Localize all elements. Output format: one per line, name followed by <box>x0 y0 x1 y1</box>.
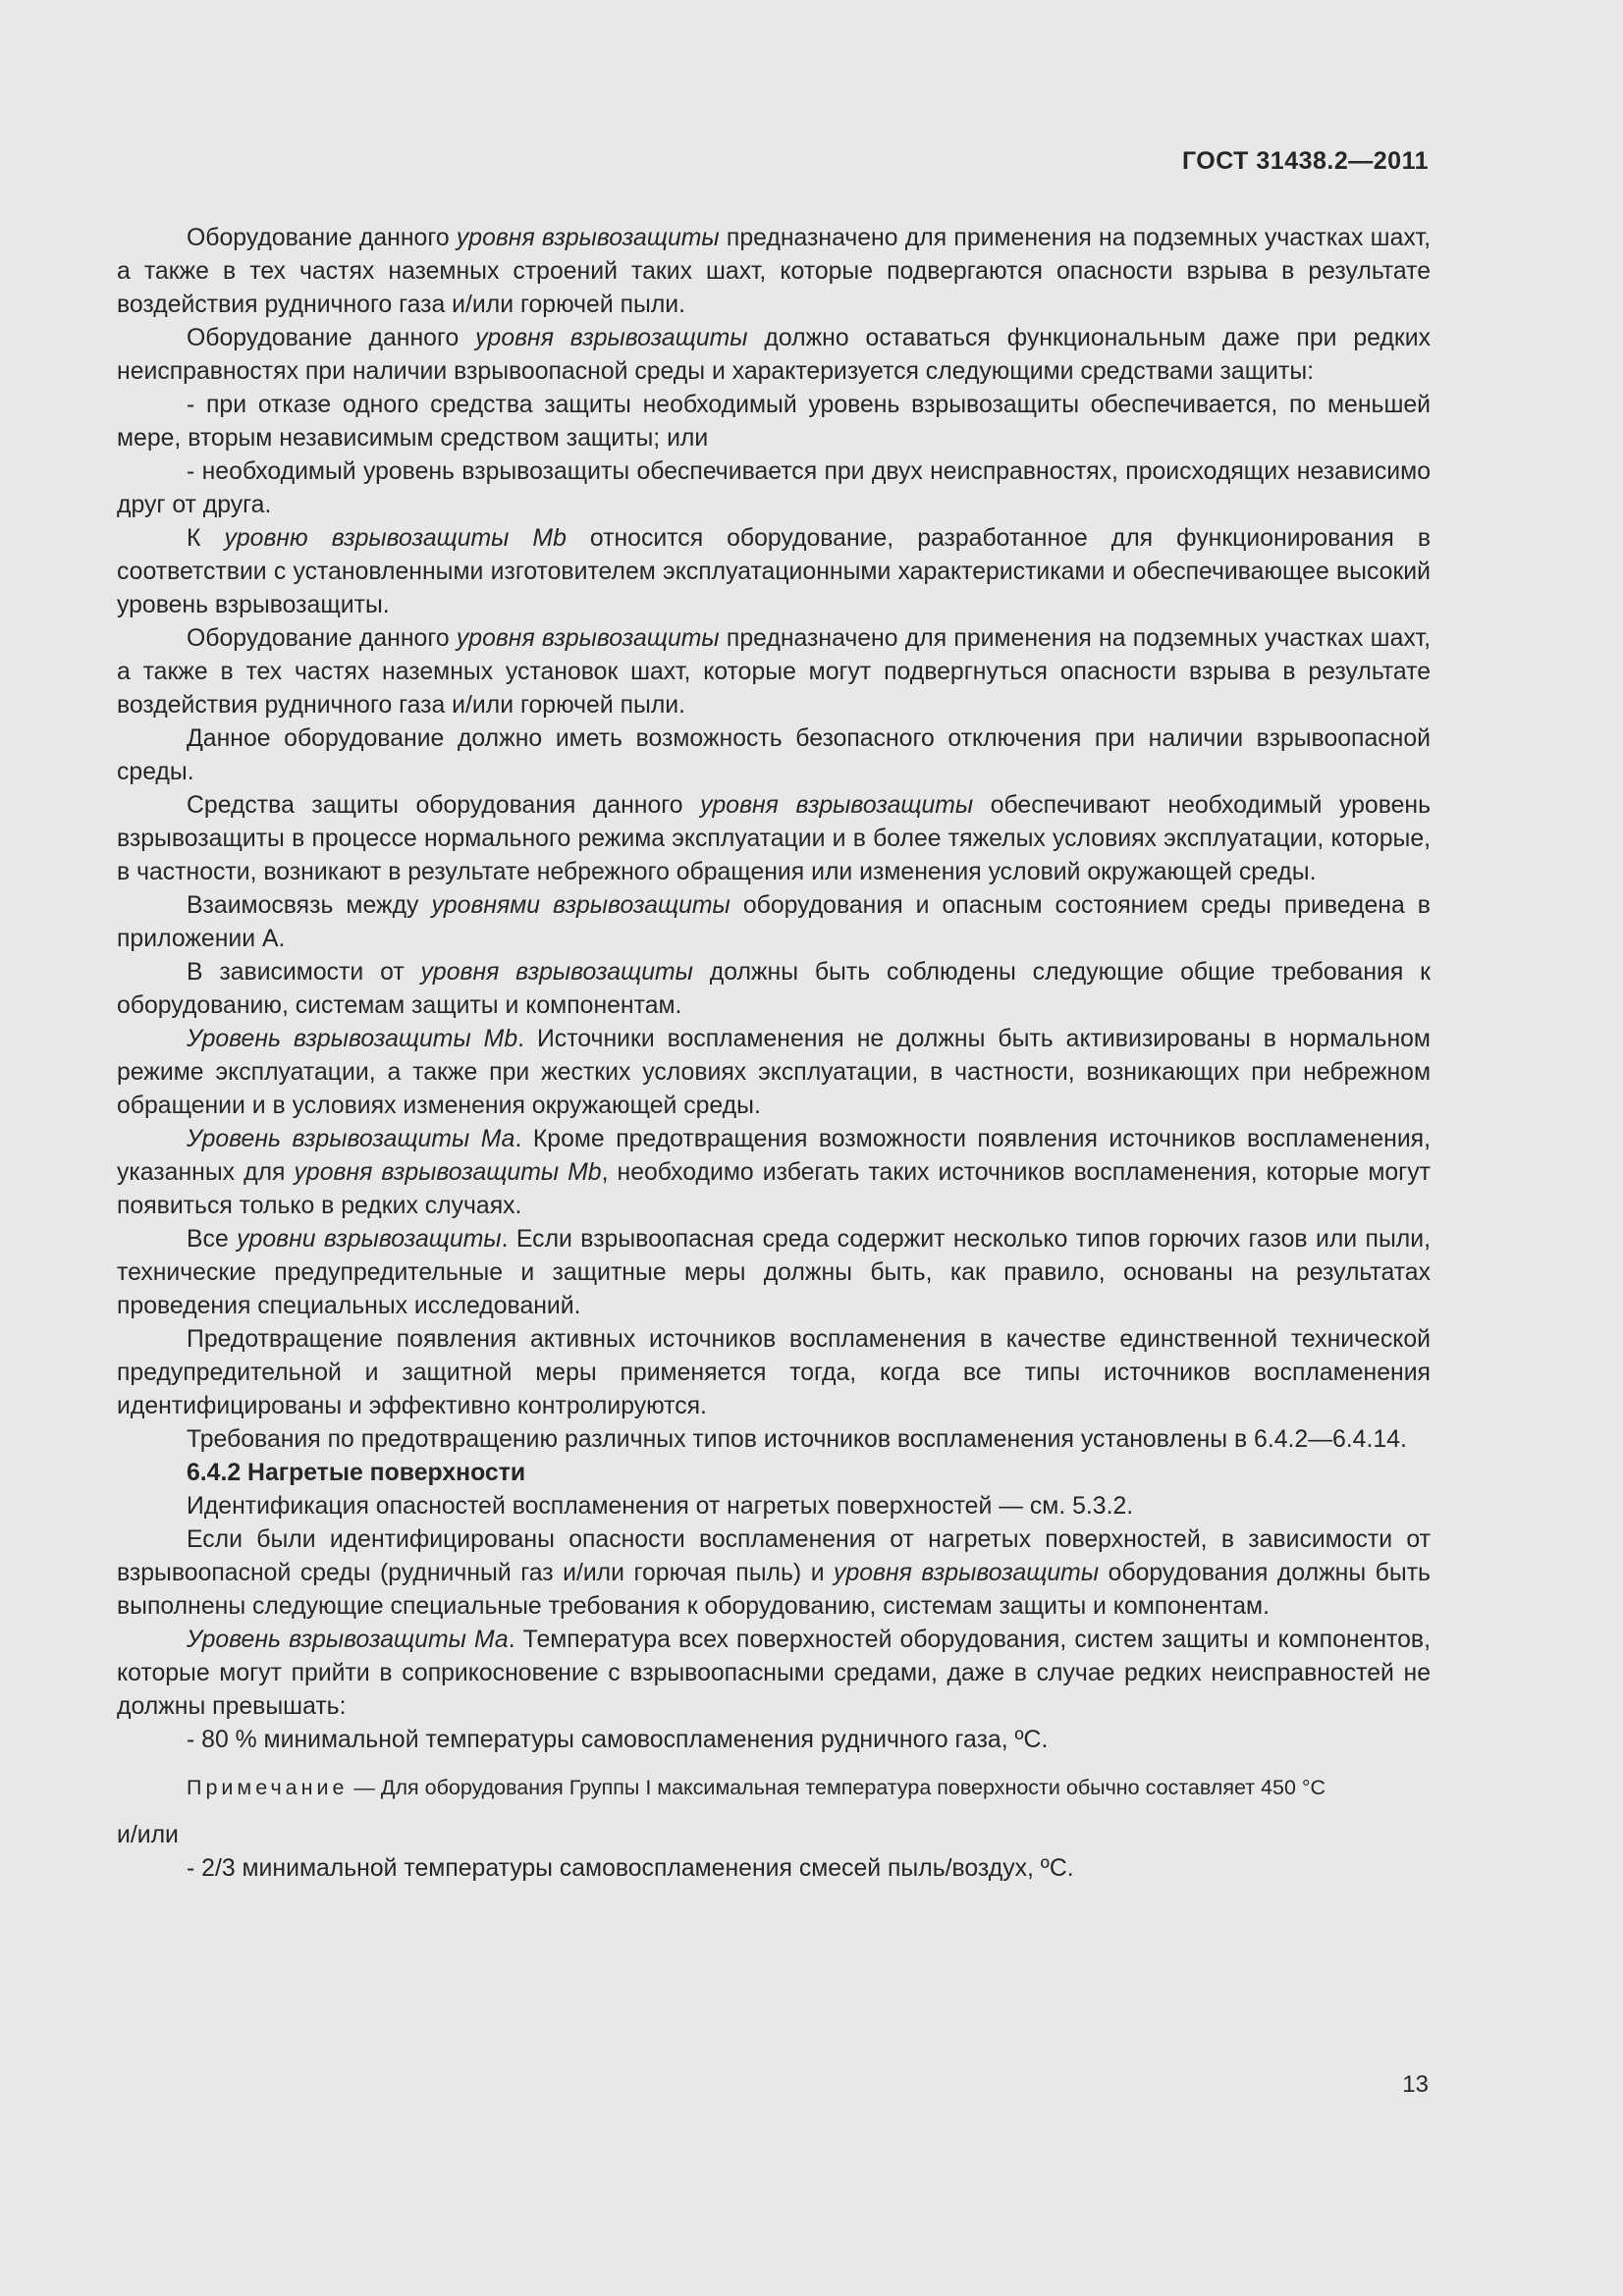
text-run: предназначено для применения на подземных участках шахт, а также в тех частях наземных строений таких шахт, которые подвергаются опасности взрыва в результате воздействия рудничного газа и/или горючей пыли. <box>117 225 1431 318</box>
text-run: - при отказе одного средства защиты необходимый уровень взрывозащиты обеспечивается, по меньшей мере, вторым независимым средством защиты; или <box>117 392 1431 452</box>
paragraph <box>117 1852 1431 1886</box>
text-run: относится оборудование, разработанное для функционирования в соответствии с установленными изготовителем эксплуатационными характеристиками и обеспечивающее высокий уровень взрывозащиты. <box>117 525 1432 618</box>
italic-term: уровнями взрывозащиты <box>431 892 730 919</box>
text-run: Оборудование данного <box>187 225 457 251</box>
document-body <box>117 222 1431 1886</box>
text-run: - 80 % минимальной температуры самовоспламенения рудничного газа, ºС. <box>187 1727 1049 1753</box>
paragraph <box>117 1724 1431 1757</box>
text-run: . Источники воспламенения не должны быть активизированы в нормальном режиме эксплуатации, а также при жестких условиях эксплуатации, в частности, возникающих при небрежном обращении и в условиях изменения окружающей среды. <box>117 1026 1431 1119</box>
text-run: обеспечивают необходимый уровень взрывозащиты в процессе нормального режима эксплуатации и в более тяжелых условиях эксплуатации, которые, в частности, возникают в результате небрежного обращения или изменения условий окружающей среды. <box>117 792 1431 885</box>
note-paragraph <box>117 1773 1431 1803</box>
text-run: . Если взрывоопасная среда содержит несколько типов горючих газов или пыли, технические предупредительные и защитные меры должны быть, как правило, основаны на результатах проведения специальных исследований. <box>117 1226 1432 1319</box>
italic-term: Уровень взрывозащиты Mb <box>187 1026 518 1052</box>
section-heading <box>117 1457 1431 1490</box>
paragraph <box>117 622 1431 722</box>
italic-term: уровня взрывозащиты <box>700 792 974 819</box>
paragraph <box>117 1223 1431 1323</box>
paragraph <box>117 1523 1431 1624</box>
text-run: Идентификация опасностей воспламенения от нагретых поверхностей — см. 5.3.2. <box>187 1493 1134 1520</box>
text-run: , необходимо избегать таких источников воспламенения, которые могут появиться только в редких случаях. <box>117 1159 1431 1219</box>
paragraph <box>117 455 1431 522</box>
text-run: Требования по предотвращению различных типов источников воспламенения установлены в 6.4.2—6.4.14. <box>187 1426 1407 1453</box>
page-number: 13 <box>1402 2071 1429 2098</box>
italic-term: Уровень взрывозащиты Ма <box>187 1627 509 1653</box>
text-run: - 2/3 минимальной температуры самовоспламенения смесей пыль/воздух, ºС. <box>187 1855 1074 1882</box>
italic-term: уровня взрывозащиты <box>420 959 693 986</box>
italic-term: уровня взрывозащиты Mb <box>294 1159 602 1186</box>
italic-term: уровни взрывозащиты <box>237 1226 502 1253</box>
text-run: Все <box>187 1226 238 1253</box>
document-code-header: ГОСТ 31438.2—2011 <box>1181 147 1429 175</box>
italic-term: уровня взрывозащиты <box>475 325 748 351</box>
text-run: - необходимый уровень взрывозащиты обеспечивается при двух неисправностях, происходящих независимо друг от друга. <box>117 458 1431 518</box>
italic-term: уровня взрывозащиты <box>456 625 720 652</box>
paragraph <box>117 789 1431 889</box>
paragraph <box>117 889 1431 956</box>
paragraph <box>117 1819 1431 1852</box>
paragraph <box>117 956 1431 1023</box>
paragraph <box>117 1023 1431 1123</box>
text-run: Взаимосвязь между <box>187 892 432 919</box>
paragraph <box>117 322 1431 389</box>
text-run: Оборудование данного <box>187 625 457 652</box>
paragraph <box>117 722 1431 789</box>
text-run: — Для оборудования Группы I максимальная температура поверхности обычно составляет 450 °С <box>348 1776 1326 1799</box>
paragraph <box>117 1490 1431 1523</box>
text-run: . Температура всех поверхностей оборудования, систем защиты и компонентов, которые могут прийти в соприкосновение с взрывоопасными средами, даже в случае редких неисправностей не должны превышать: <box>117 1627 1431 1720</box>
paragraph <box>117 389 1431 455</box>
paragraph <box>117 222 1431 322</box>
italic-term: Уровень взрывозащиты Ма <box>187 1126 515 1152</box>
text-run: Предотвращение появления активных источников воспламенения в качестве единственной технической предупредительной и защитной меры применяется тогда, когда все типы источников воспламенения идентифицированы и эффективно контролируются. <box>117 1326 1431 1419</box>
italic-term: уровня взрывозащиты <box>456 225 720 251</box>
text-run: 6.4.2 Нагретые поверхности <box>187 1460 526 1486</box>
text-run: Если были идентифицированы опасности воспламенения от нагретых поверхностей, в зависимости от взрывоопасной среды (рудничный газ и/или горючая пыль) и <box>117 1526 1431 1586</box>
paragraph <box>117 1624 1431 1724</box>
text-run: . Кроме предотвращения возможности появления источников воспламенения, указанных для <box>117 1126 1431 1186</box>
paragraph <box>117 522 1431 622</box>
text-run: В зависимости от <box>187 959 421 986</box>
text-run: Оборудование данного <box>187 325 476 351</box>
text-run: Примечание <box>187 1776 349 1799</box>
text-run: К <box>187 525 225 552</box>
italic-term: уровня взрывозащиты <box>834 1560 1100 1586</box>
text-run: предназначено для применения на подземных участках шахт, а также в тех частях наземных установок шахт, которые могут подвергнуться опасности взрыва в результате воздействия рудничного газа и/или горючей пыли. <box>117 625 1431 719</box>
paragraph <box>117 1123 1431 1223</box>
text-run: должны быть соблюдены следующие общие требования к оборудованию, системам защиты и компонентам. <box>117 959 1431 1019</box>
text-run: Данное оборудование должно иметь возможность безопасного отключения при наличии взрывоопасной среды. <box>117 725 1431 785</box>
text-run: оборудования и опасным состоянием среды приведена в приложении А. <box>117 892 1431 952</box>
text-run: оборудования должны быть выполнены следующие специальные требования к оборудованию, системам защиты и компонентам. <box>117 1560 1431 1620</box>
paragraph <box>117 1423 1431 1457</box>
text-run: должно оставаться функциональным даже при редких неисправностях при наличии взрывоопасной среды и характеризуется следующими средствами защиты: <box>117 325 1431 385</box>
text-run: Средства защиты оборудования данного <box>187 792 701 819</box>
text-run: и/или <box>117 1822 179 1848</box>
italic-term: уровню взрывозащиты Mb <box>224 525 567 552</box>
paragraph <box>117 1323 1431 1423</box>
